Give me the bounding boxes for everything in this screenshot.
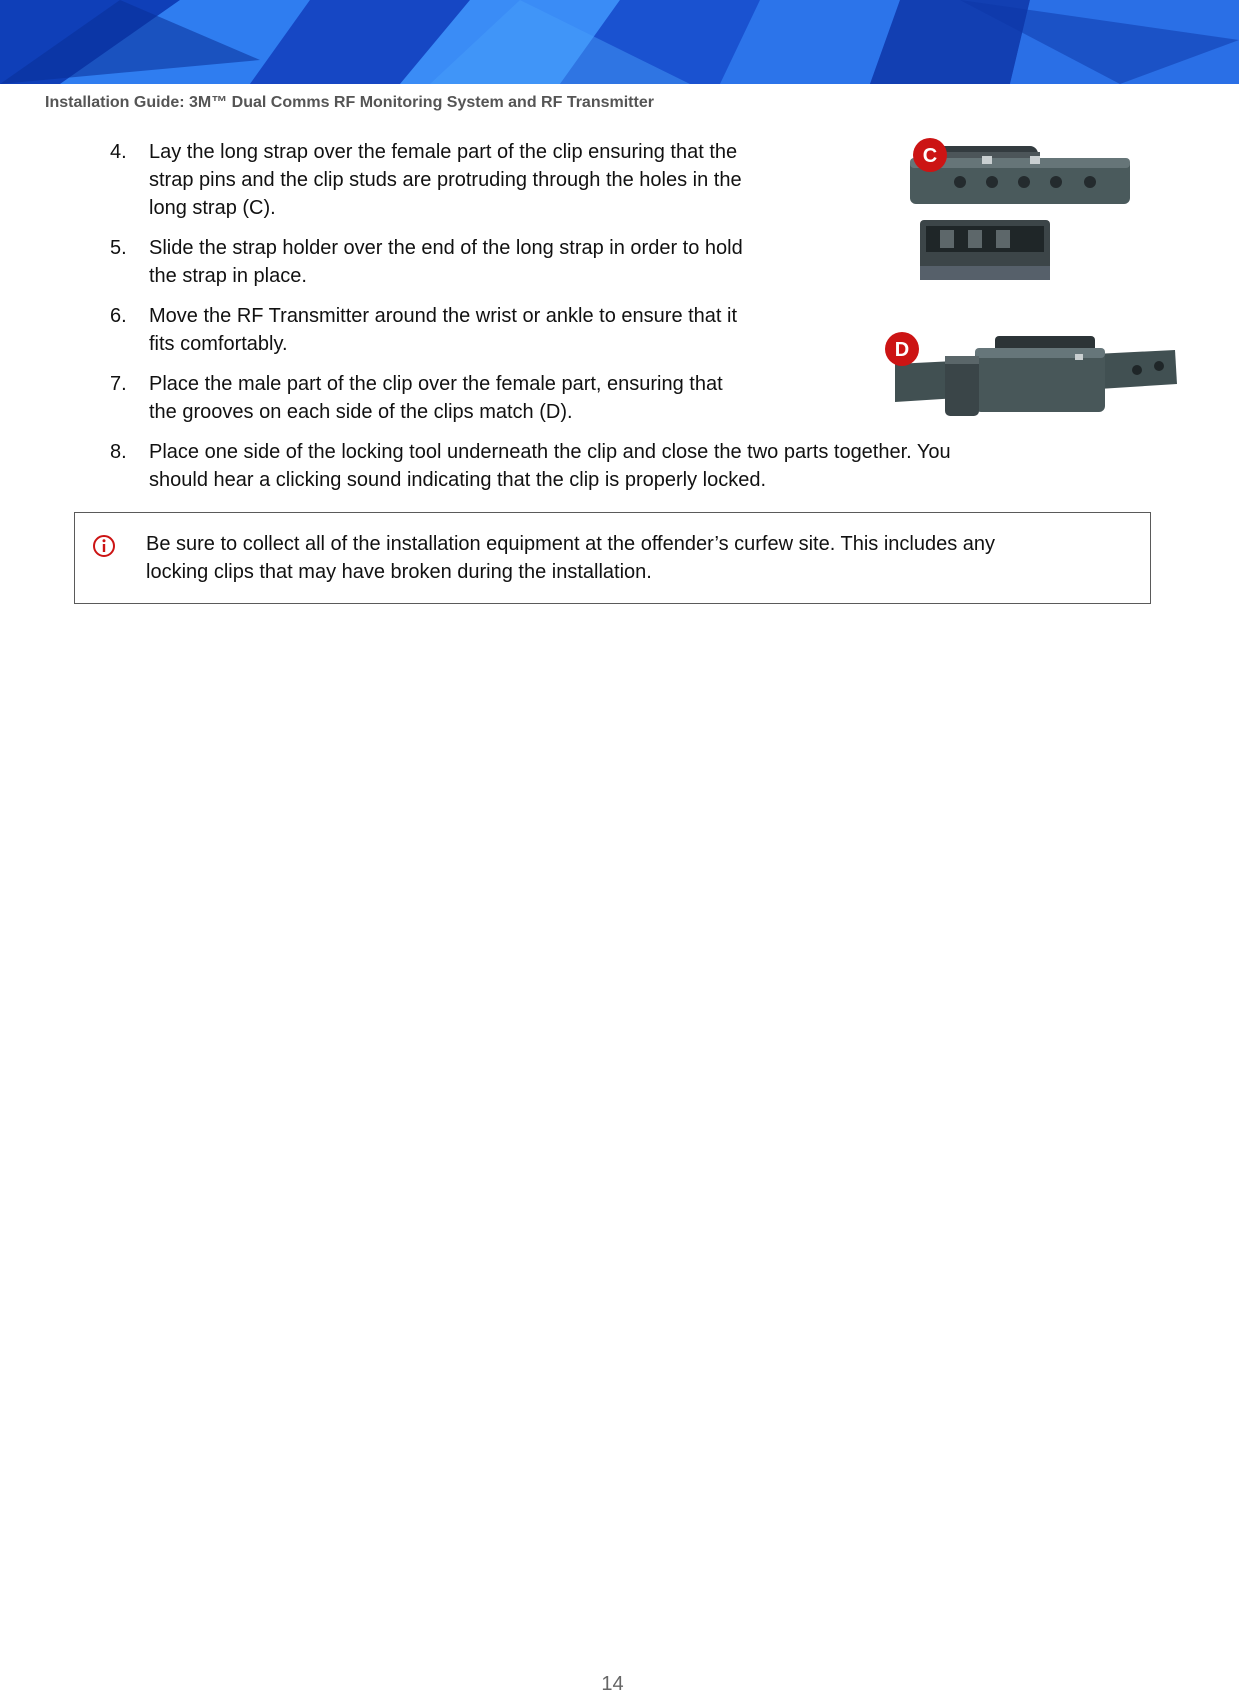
note-text [146, 530, 1146, 586]
step-text-line: Place the male part of the clip over the female part, ensuring that [149, 373, 723, 395]
step-text-line: Slide the strap holder over the end of the long strap in order to hold [149, 237, 743, 259]
step-number: 8. [110, 441, 127, 463]
note-text-line: locking clips that may have broken during the installation. [146, 561, 652, 583]
step-text-line: should hear a clicking sound indicating that the clip is properly locked. [149, 469, 767, 491]
figure-d-clips-matched [885, 328, 1177, 426]
banner-graphic [0, 0, 1239, 84]
step-number: 7. [110, 373, 127, 395]
step-list [110, 138, 951, 494]
step-number: 6. [110, 305, 127, 327]
running-header: Installation Guide: 3M™ Dual Comms RF Monitoring System and RF Transmitter [45, 94, 654, 111]
step-4 [110, 138, 951, 222]
figure-c-clip-with-strap [910, 138, 1142, 296]
page-number: 14 [601, 1673, 624, 1695]
step-text [149, 234, 951, 290]
header-banner [0, 0, 1239, 84]
step-text-line: Lay the long strap over the female part of the clip ensuring that the [149, 141, 738, 163]
step-text-line: the grooves on each side of the clips match (D). [149, 401, 573, 423]
step-text-line: the strap in place. [149, 265, 307, 287]
step-text-line: Move the RF Transmitter around the wrist or ankle to ensure that it [149, 305, 738, 327]
marker-d [885, 332, 919, 366]
marker-d-label: D [894, 339, 910, 361]
step-7 [110, 370, 951, 426]
clip-matched-illustration [885, 328, 1177, 426]
note-callout [74, 512, 1151, 604]
step-8 [110, 438, 951, 494]
marker-c [913, 138, 947, 172]
step-text-line: long strap (C). [149, 197, 276, 219]
info-icon [92, 534, 116, 558]
step-text-line: Place one side of the locking tool underneath the clip and close the two parts together. You [149, 441, 951, 463]
step-text [149, 438, 951, 494]
step-text-line: fits comfortably. [149, 333, 288, 355]
marker-c-label: C [922, 145, 938, 167]
step-5 [110, 234, 951, 290]
step-6 [110, 302, 951, 358]
step-text [149, 138, 951, 222]
step-number: 5. [110, 237, 127, 259]
step-text [149, 302, 951, 358]
note-text-line: Be sure to collect all of the installation equipment at the offender’s curfew site. This includes any [146, 533, 996, 555]
step-number: 4. [110, 141, 127, 163]
step-text-line: strap pins and the clip studs are protruding through the holes in the [149, 169, 742, 191]
step-text [149, 370, 951, 426]
